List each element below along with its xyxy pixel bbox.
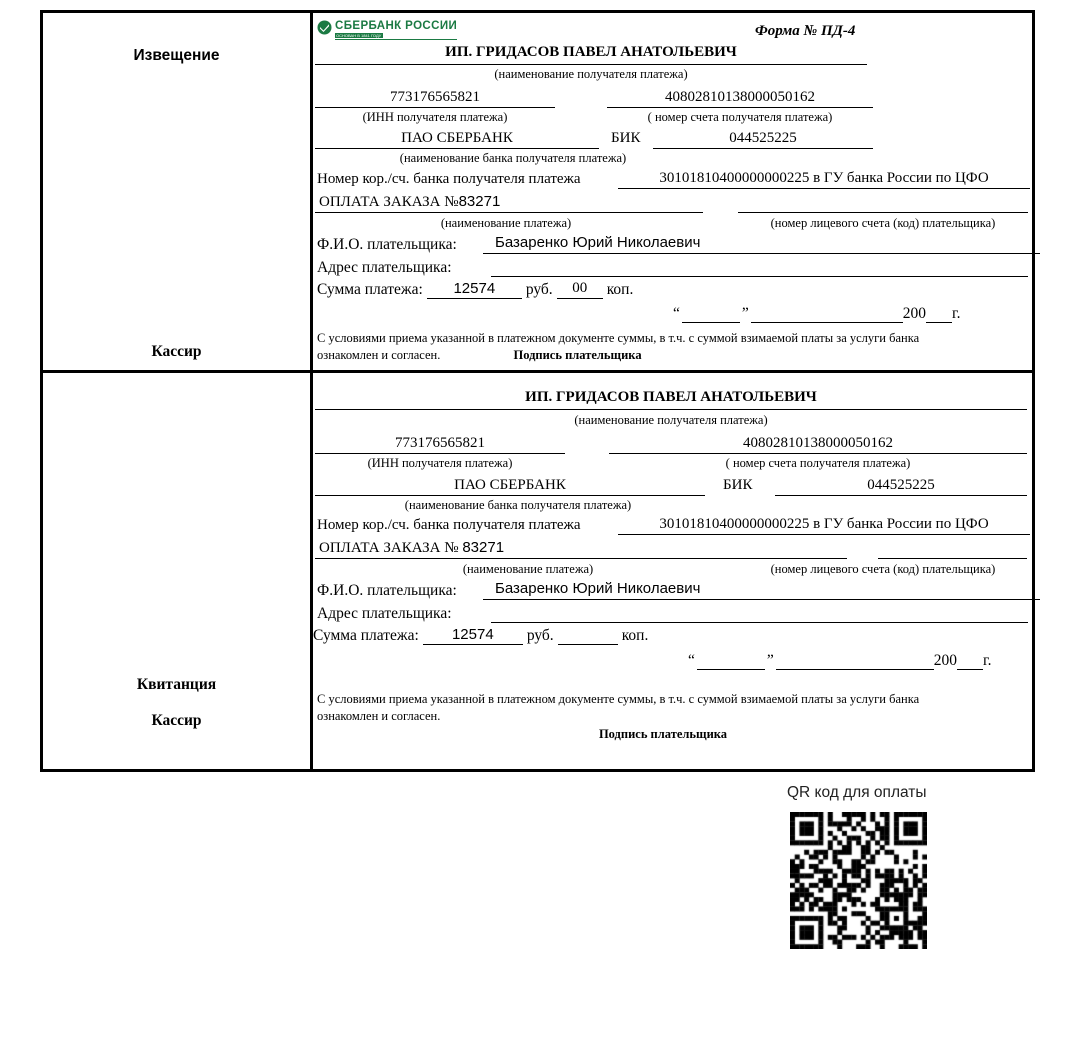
date-day-field (682, 303, 740, 323)
date-month-field (751, 303, 903, 323)
notice-cashier-label: Кассир (151, 343, 202, 360)
sberbank-emblem-icon (317, 20, 332, 35)
notice-left-cell (43, 13, 313, 370)
bik-field: 044525225 (775, 475, 1027, 496)
payment-name-label: (наименование платежа) (462, 562, 594, 576)
payer-fio-label: Ф.И.О. плательщика: (317, 236, 457, 253)
inn-field: 773176565821 (315, 87, 555, 108)
kop-label: коп. (606, 281, 634, 298)
inn-label: (ИНН получателя платежа) (362, 110, 508, 124)
account-field: 40802810138000050162 (607, 87, 873, 108)
payer-fio-field: Базаренко Юрий Николаевич (483, 233, 1040, 254)
bik-label: БИК (611, 130, 641, 146)
account-label: ( номер счета получателя платежа) (647, 110, 833, 124)
agreement-block (317, 330, 965, 363)
date-row (688, 650, 992, 670)
date-year-field (957, 650, 983, 670)
receipt-title: Квитанция (136, 676, 217, 693)
bank-name-label: (наименование банка получателя платежа) (399, 151, 627, 165)
payment-qr-code (790, 812, 927, 949)
sum-kop-field: 00 (557, 279, 603, 299)
personal-account-label: (номер лицевого счета (код) плательщика) (770, 562, 996, 576)
signature-label: Подпись плательщика (513, 347, 642, 362)
payment-sum-row (313, 625, 648, 645)
corr-account-field: 30101810400000000225 в ГУ банка России по ЦФО (618, 168, 1030, 189)
agreement-text: С условиями приема указанной в платежном документе суммы, в т.ч. с суммой взимаемой платы за услуги банка ознакомлен и согласен. (317, 692, 920, 723)
bank-name-field: ПАО СБЕРБАНК (315, 128, 599, 149)
notice-body (313, 13, 1032, 370)
rub-label: руб. (525, 281, 553, 298)
payer-fio-label: Ф.И.О. плательщика: (317, 582, 457, 599)
date-year-field (926, 303, 952, 323)
signature-label: Подпись плательщика (598, 727, 728, 741)
corr-account-label: Номер кор./сч. банка получателя платежа (317, 517, 581, 533)
recipient-name-label: (наименование получателя платежа) (574, 413, 768, 427)
bik-label: БИК (723, 477, 753, 493)
inn-field: 773176565821 (315, 433, 565, 454)
personal-account-label: (номер лицевого счета (код) плательщика) (770, 216, 996, 230)
form-table (40, 10, 1035, 772)
quote-close: ” (741, 305, 749, 322)
sberbank-logo-text: СБЕРБАНК РОССИИ (335, 20, 458, 32)
year-prefix: 200 (933, 652, 958, 669)
payment-sum-row (317, 279, 633, 299)
quote-open: “ (673, 305, 680, 322)
corr-account-label: Номер кор./сч. банка получателя платежа (317, 171, 581, 187)
notice-section (43, 13, 1032, 370)
sberbank-logo-tagline: ОСНОВАН В 1841 ГОДУ (336, 33, 382, 38)
sum-rub-field: 12574 (427, 279, 522, 299)
payer-address-label: Адрес плательщика: (317, 605, 452, 622)
order-number: 83271 (462, 539, 505, 556)
sberbank-logo (317, 20, 457, 40)
payer-address-field (491, 256, 1028, 277)
payment-purpose-text: ОПЛАТА ЗАКАЗА № (319, 194, 459, 210)
account-label: ( номер счета получателя платежа) (725, 456, 911, 470)
notice-title: Извещение (133, 47, 220, 64)
payer-address-label: Адрес плательщика: (317, 259, 452, 276)
quote-open: “ (688, 652, 695, 669)
payer-address-field (491, 602, 1028, 623)
bank-name-label: (наименование банка получателя платежа) (404, 498, 632, 512)
quote-close: ” (766, 652, 774, 669)
qr-code-label: QR код для оплаты (787, 784, 927, 801)
recipient-name-field: ИП. ГРИДАСОВ ПАВЕЛ АНАТОЛЬЕВИЧ (315, 385, 1027, 410)
payment-sum-label: Сумма платежа: (317, 281, 423, 298)
recipient-name-label: (наименование получателя платежа) (494, 67, 688, 81)
receipt-body (313, 373, 1032, 769)
bank-name-field: ПАО СБЕРБАНК (315, 475, 705, 496)
recipient-name-field: ИП. ГРИДАСОВ ПАВЕЛ АНАТОЛЬЕВИЧ (315, 40, 867, 65)
agreement-block (317, 691, 965, 724)
order-number: 83271 (458, 193, 501, 210)
receipt-section (43, 370, 1032, 769)
date-month-field (776, 650, 934, 670)
sum-rub-field: 12574 (423, 625, 523, 645)
year-suffix: г. (983, 652, 992, 669)
personal-account-field (878, 538, 1027, 559)
year-suffix: г. (952, 305, 961, 322)
payer-fio-field: Базаренко Юрий Николаевич (483, 579, 1040, 600)
payment-sum-label: Сумма платежа: (313, 627, 419, 644)
date-row (673, 303, 961, 323)
agreement-text: С условиями приема указанной в платежном документе суммы, в т.ч. с суммой взимаемой платы за услуги банка ознакомлен и согласен. (317, 331, 920, 362)
inn-label: (ИНН получателя платежа) (367, 456, 513, 470)
corr-account-field: 30101810400000000225 в ГУ банка России по ЦФО (618, 514, 1030, 535)
kop-label: коп. (621, 627, 649, 644)
receipt-left-cell (43, 373, 313, 769)
payment-name-label: (наименование платежа) (440, 216, 572, 230)
account-field: 40802810138000050162 (609, 433, 1027, 454)
receipt-cashier-label: Кассир (151, 712, 202, 729)
date-day-field (697, 650, 765, 670)
form-number: Форма № ПД-4 (755, 23, 856, 39)
payment-purpose-field (315, 192, 703, 213)
personal-account-field (738, 192, 1028, 213)
payment-purpose-field (315, 538, 847, 559)
bik-field: 044525225 (653, 128, 873, 149)
sum-kop-field (558, 625, 618, 645)
rub-label: руб. (526, 627, 554, 644)
year-prefix: 200 (902, 305, 927, 322)
payment-purpose-text: ОПЛАТА ЗАКАЗА № (319, 540, 459, 556)
